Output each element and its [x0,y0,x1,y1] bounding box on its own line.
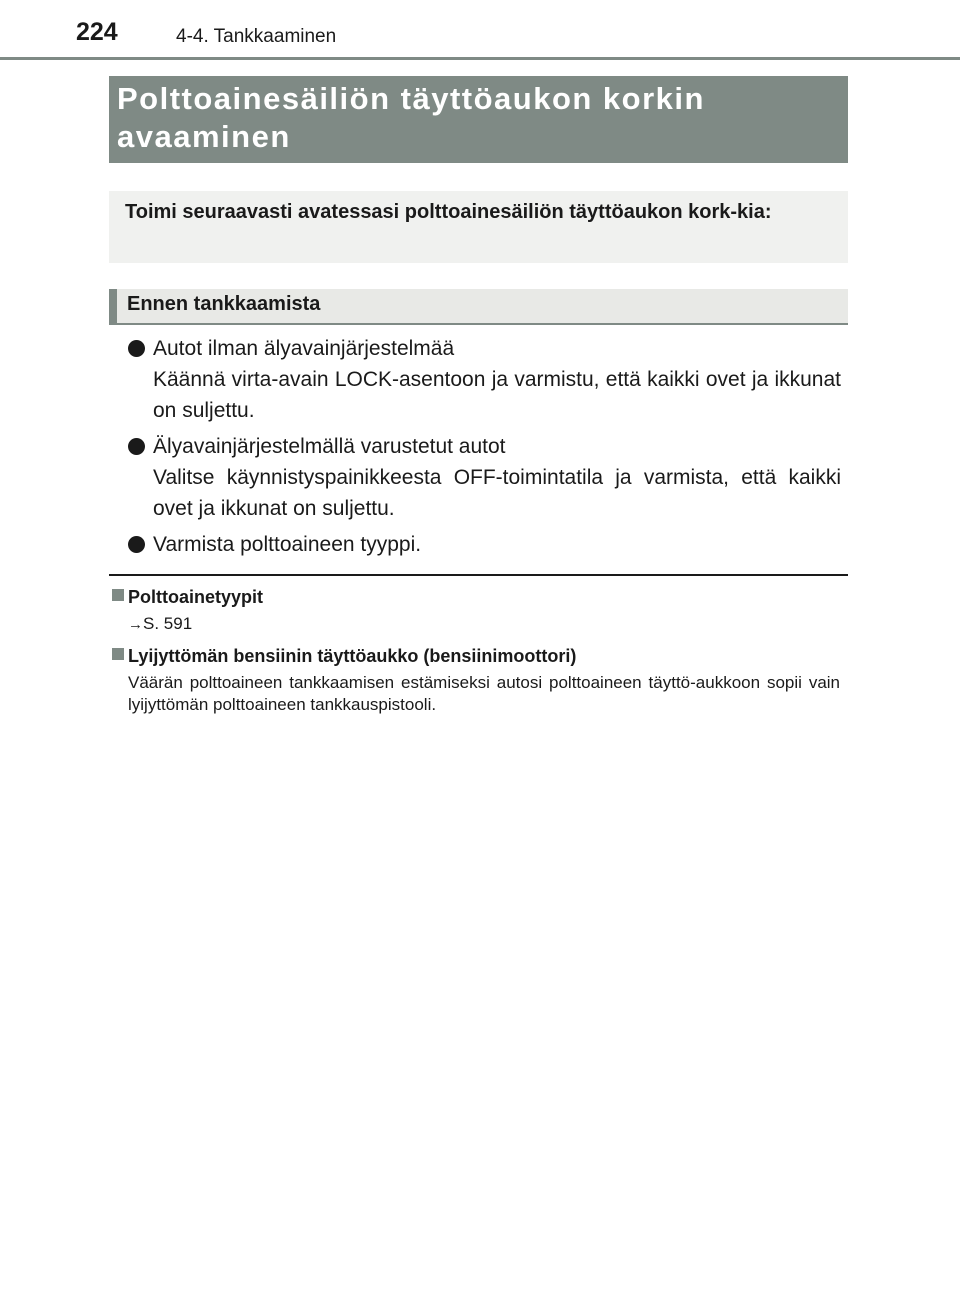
page-reference: S. 591 [143,614,193,633]
bullet-description: Valitse käynnistyspainikkeesta OFF-toimintatila ja varmista, että kaikki ovet ja ikkunat on suljettu. [153,466,841,520]
note-title: Lyijyttömän bensiinin täyttöaukko (bensiinimoottori) [128,646,577,666]
bullet-dot-icon [128,340,145,357]
note-unleaded-inlet [110,645,840,716]
note-title: Polttoainetyypit [128,587,264,607]
bullet-item [126,530,841,560]
square-bullet-icon [112,589,124,601]
subheading-text: Ennen tankkaamista [127,293,321,315]
note-reference[interactable] [128,613,840,636]
bullet-item [126,432,841,524]
square-bullet-icon [112,648,124,660]
title-banner [109,76,848,163]
header-divider [0,57,960,60]
bullet-title: Varmista polttoaineen tyyppi. [153,533,422,556]
bullet-title: Älyavainjärjestelmällä varustetut autot [153,435,506,458]
notes-divider [109,574,848,576]
note-body: Väärän polttoaineen tankkaamisen estämiseksi autosi polttoaineen täyttö-aukkoon sopii vain lyijyttömän polttoaineen tankkauspistooli. [128,673,840,714]
bullet-item [126,334,841,426]
intro-text: Toimi seuraavasti avatessasi polttoainesäiliön täyttöaukon kork-kia: [125,201,772,223]
bullet-dot-icon [128,438,145,455]
page-title: Polttoainesäiliön täyttöaukon korkin avaaminen [117,81,705,154]
intro-box [109,191,848,263]
bullet-list [126,334,841,566]
bullet-description: Käännä virta-avain LOCK-asentoon ja varmistu, että kaikki ovet ja ikkunat on suljettu. [153,368,841,422]
subheading-bar [109,289,848,325]
bullet-title: Autot ilman älyavainjärjestelmää [153,337,455,360]
page-number: 224 [76,18,118,46]
section-label: 4-4. Tankkaaminen [176,26,337,47]
arrow-right-icon: → [128,616,143,633]
subheading-accent [109,289,117,323]
note-fuel-types [110,586,840,636]
bullet-dot-icon [128,536,145,553]
